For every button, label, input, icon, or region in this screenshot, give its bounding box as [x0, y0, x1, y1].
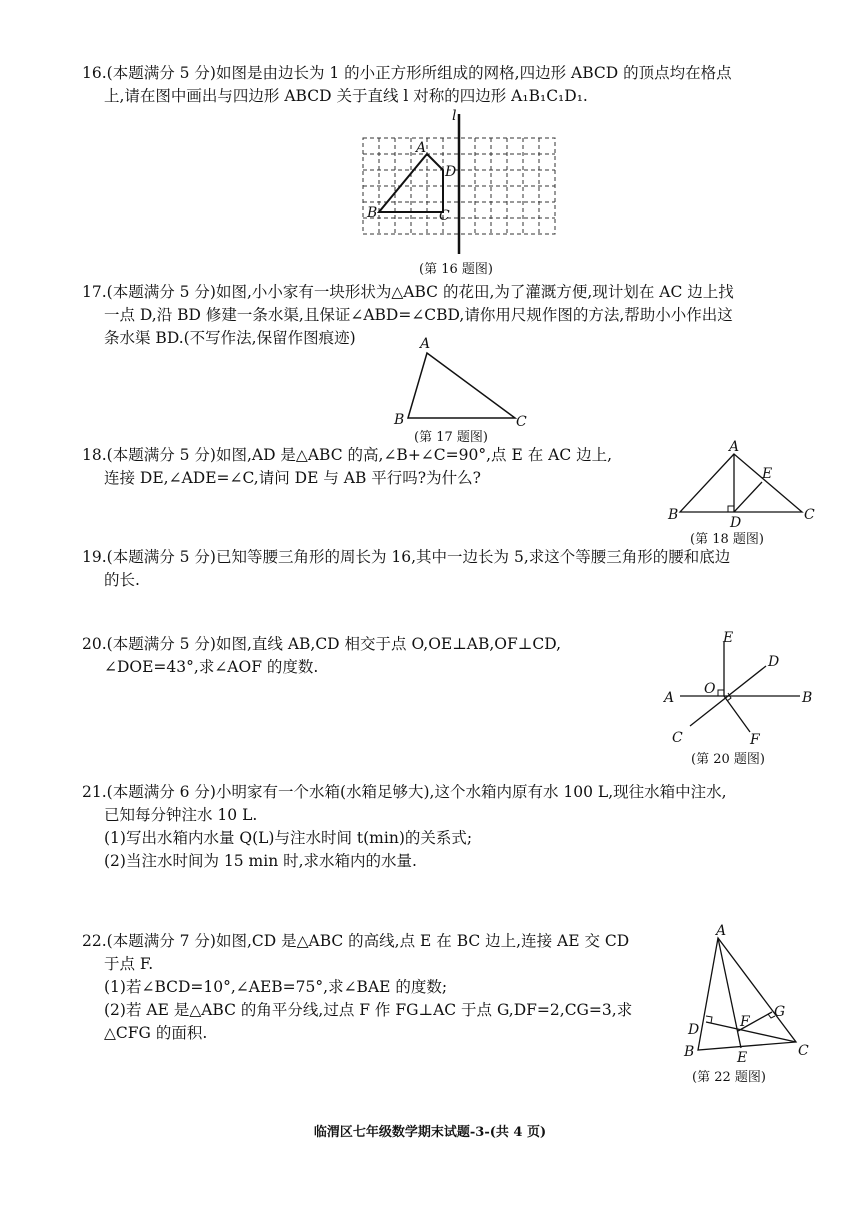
q22-label-B: B [684, 1044, 695, 1060]
q21-line1: 21.(本题满分 6 分)小明家有一个水箱(水箱足够大),这个水箱内原有水 100 L,现往水箱中注水, [82, 783, 727, 801]
q22-triangle-figure [680, 922, 820, 1068]
q18-line2: 连接 DE,∠ADE=∠C,请问 DE 与 AB 平行吗?为什么? [104, 469, 481, 487]
q16-label-l: l [452, 108, 457, 124]
q18-label-C: C [804, 507, 815, 523]
q16-line1: 16.(本题满分 5 分)如图是由边长为 1 的小正方形所组成的网格,四边形 ABCD 的顶点均在格点 [82, 64, 732, 82]
q18-label-D: D [730, 515, 742, 530]
q22-line3: (1)若∠BCD=10°,∠AEB=75°,求∠BAE 的度数; [104, 978, 448, 996]
q22-line2: 于点 F. [104, 955, 154, 973]
q18-triangle-figure [662, 438, 822, 530]
q22-caption: (第 22 题图) [692, 1070, 766, 1085]
q20-label-B: B [802, 690, 813, 706]
q20-lines-figure [660, 630, 830, 752]
q22-line4: (2)若 AE 是△ABC 的角平分线,过点 F 作 FG⊥AC 于点 G,DF=2,CG=3,求 [104, 1001, 633, 1019]
q16-line2: 上,请在图中画出与四边形 ABCD 关于直线 l 对称的四边形 A₁B₁C₁D₁. [104, 87, 588, 105]
q22-line5: △CFG 的面积. [104, 1024, 208, 1042]
q16-label-D: D [445, 164, 457, 180]
q22-label-G: G [774, 1004, 786, 1020]
q17-label-C: C [516, 414, 527, 430]
q17-line2: 一点 D,沿 BD 修建一条水渠,且保证∠ABD=∠CBD,请你用尺规作图的方法,帮助小小作出这 [104, 306, 733, 324]
q17-line1: 17.(本题满分 5 分)如图,小小家有一块形状为△ABC 的花田,为了灌溉方便,现计划在 AC 边上找 [82, 283, 734, 301]
q20-label-A: A [664, 690, 675, 706]
q22-line1: 22.(本题满分 7 分)如图,CD 是△ABC 的高线,点 E 在 BC 边上,连接 AE 交 CD [82, 932, 630, 950]
q21-line4: (2)当注水时间为 15 min 时,求水箱内的水量. [104, 852, 417, 870]
q16-caption: (第 16 题图) [419, 262, 493, 277]
q20-line2: ∠DOE=43°,求∠AOF 的度数. [104, 658, 319, 676]
q17-label-A: A [420, 336, 431, 352]
q22-label-A: A [716, 923, 727, 939]
q20-label-F: F [750, 732, 760, 748]
q22-label-D: D [688, 1022, 700, 1038]
q20-label-D: D [768, 654, 780, 670]
q16-grid-figure [355, 108, 565, 260]
q20-label-C: C [672, 730, 683, 746]
q19-line2: 的长. [104, 571, 140, 589]
q18-line1: 18.(本题满分 5 分)如图,AD 是△ABC 的高,∠B+∠C=90°,点 E 在 AC 边上, [82, 446, 613, 464]
q16-label-B: B [367, 205, 378, 221]
q19-line1: 19.(本题满分 5 分)已知等腰三角形的周长为 16,其中一边长为 5,求这个等腰三角形的腰和底边 [82, 548, 731, 566]
q21-line3: (1)写出水箱内水量 Q(L)与注水时间 t(min)的关系式; [104, 829, 473, 847]
q18-label-B: B [668, 507, 679, 523]
q20-label-O: O [704, 681, 716, 697]
q20-line1: 20.(本题满分 5 分)如图,直线 AB,CD 相交于点 O,OE⊥AB,OF⊥CD, [82, 635, 562, 653]
q17-line3: 条水渠 BD.(不写作法,保留作图痕迹) [104, 329, 356, 347]
q18-caption: (第 18 题图) [690, 532, 764, 547]
page-footer: 临渭区七年级数学期末试题-3-(共 4 页) [313, 1125, 547, 1140]
q16-label-C: C [439, 208, 450, 224]
q20-caption: (第 20 题图) [691, 752, 765, 767]
q17-caption: (第 17 题图) [414, 430, 488, 445]
q22-label-C: C [798, 1043, 809, 1059]
q22-label-E: E [737, 1050, 748, 1066]
q16-label-A: A [416, 140, 427, 156]
q20-label-E: E [723, 630, 734, 646]
q21-line2: 已知每分钟注水 10 L. [104, 806, 258, 824]
q18-label-A: A [729, 439, 740, 455]
q17-label-B: B [394, 412, 405, 428]
q18-label-E: E [762, 466, 773, 482]
q22-label-F: F [740, 1014, 750, 1030]
q17-triangle-figure [390, 333, 540, 433]
